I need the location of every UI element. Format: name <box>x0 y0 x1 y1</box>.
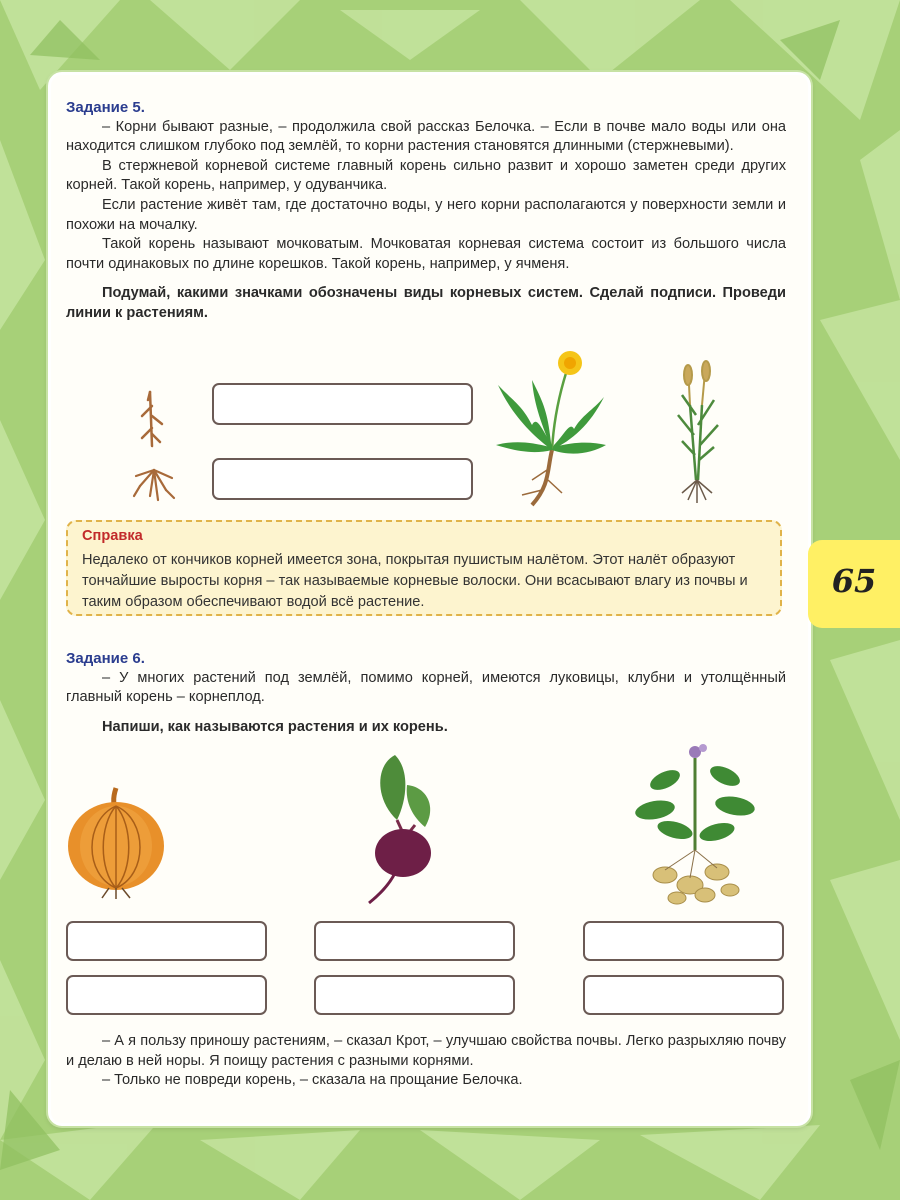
beet-root-field[interactable] <box>314 975 515 1015</box>
root-label-field-1[interactable] <box>212 383 473 425</box>
potato-name-field[interactable] <box>583 921 784 961</box>
task6-section <box>66 649 786 737</box>
task5-paragraph-4: Такой корень называют мочковатым. Мочковатая корневая система состоит из большого числа почти одинаковых по длине корешков. Такой корень, например, у ячменя. <box>66 236 786 272</box>
task5-paragraph-1: – Корни бывают разные, – продолжила свой рассказ Белочка. – Если в почве мало воды или она находится слишком глубоко под землёй, то корни растения становятся длинными (стержневыми). <box>66 118 786 155</box>
task5-heading: Задание 5. <box>66 99 145 116</box>
task5-paragraph-2: В стержневой корневой системе главный корень сильно развит и хорошо заметен среди других корней. Такой корень, например, у одуванчика. <box>66 157 786 194</box>
onion-image <box>64 780 168 900</box>
taproot-icon <box>128 386 188 506</box>
task5-section <box>66 98 786 324</box>
onion-name-field[interactable] <box>66 921 267 961</box>
root-label-field-2[interactable] <box>212 458 473 500</box>
page-number: 65 <box>831 562 877 600</box>
potato-root-field[interactable] <box>583 975 784 1015</box>
reference-title: Справка <box>82 528 143 544</box>
task6-instruction: Напиши, как называются растения и их корень. <box>102 718 448 735</box>
task6-heading: Задание 6. <box>66 650 145 667</box>
dandelion-image <box>492 345 612 510</box>
task5-paragraph-3: Если растение живёт там, где достаточно воды, у него корни располагаются у поверхности земли и похожи на мочалку. <box>66 196 786 233</box>
beet-image <box>355 745 445 905</box>
closing-paragraph-1: – А я пользу приношу растениям, – сказал Крот, – улучшаю свойства почвы. Легко разрыхляю почву и делаю в ней норы. Я поищу растения с разными корнями. <box>66 1033 786 1069</box>
task5-instruction: Подумай, какими значками обозначены виды корневых систем. Сделай подписи. Проведи линии к растениям. <box>66 285 786 321</box>
onion-root-field[interactable] <box>66 975 267 1015</box>
closing-paragraph-2: – Только не повреди корень, – сказала на прощание Белочка. <box>102 1072 523 1089</box>
beet-name-field[interactable] <box>314 921 515 961</box>
page-number-tab <box>808 540 900 628</box>
barley-image <box>668 355 728 505</box>
closing-section <box>66 1032 786 1091</box>
reference-box <box>66 520 782 616</box>
task6-paragraph-1: – У многих растений под землёй, помимо корней, имеются луковицы, клубни и утолщённый главный корень – корнеплод. <box>66 669 786 706</box>
potato-plant-image <box>625 740 765 910</box>
reference-text: Недалеко от кончиков корней имеется зона, покрытая пушистым налётом. Этот налёт образуют тончайшие выросты корня – так называемые корневые волоски. Они всасывают влагу из почвы и таким образом обеспечивают водой всё растение. <box>82 552 748 610</box>
